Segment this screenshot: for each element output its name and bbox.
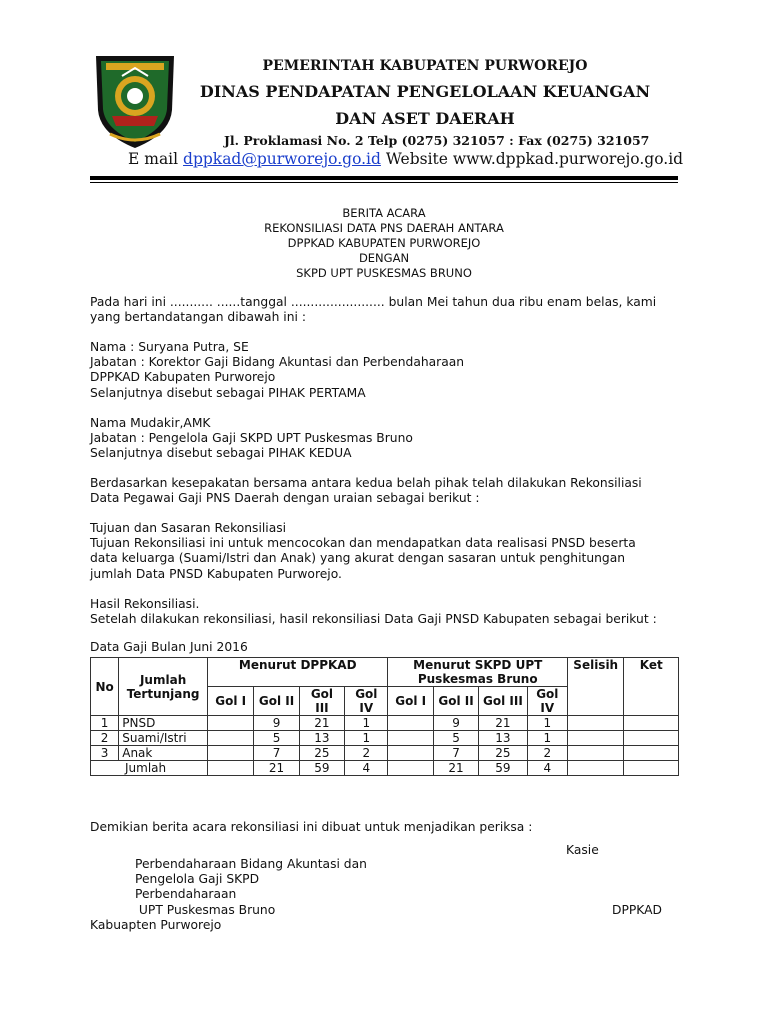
cell-skpd-gol-4: 1 (527, 716, 567, 731)
cell-dppkad-gol-4: 1 (345, 716, 388, 731)
cell-dppkad-gol-1 (207, 746, 253, 761)
header-selisih: Selisih (567, 658, 623, 716)
cell-dppkad-gol-3: 21 (299, 716, 344, 731)
cell-skpd-gol-2: 7 (433, 746, 478, 761)
doc-subtitle-4: SKPD UPT PUSKESMAS BRUNO (296, 266, 472, 280)
header-dppkad-gol-1: Gol I (207, 687, 253, 716)
letterhead-office-name: DINAS PENDAPATAN PENGELOLAAN KEUANGAN (199, 82, 651, 101)
cell-skpd-gol-4: 1 (527, 731, 567, 746)
purpose-line-1: Tujuan Rekonsiliasi ini untuk mencocokan dan mendapatkan data realisasi PNSD beserta (90, 536, 636, 551)
closing-paragraph: Demikian berita acara rekonsiliasi ini dibuat untuk menjadikan periksa : (90, 820, 533, 834)
cell-skpd-gol-2: 5 (433, 731, 478, 746)
cell-ket (624, 746, 679, 761)
opening-paragraph (90, 295, 690, 325)
header-menurut-dppkad: Menurut DPPKAD (207, 658, 388, 687)
agreement-paragraph (90, 476, 690, 506)
table-caption: Data Gaji Bulan Juni 2016 (90, 640, 248, 655)
cell-dppkad-gol-2: 5 (254, 731, 299, 746)
cell-total-label: Jumlah (91, 761, 208, 776)
header-skpd-gol-2: Gol II (433, 687, 478, 716)
cell-label: Suami/Istri (119, 731, 208, 746)
cell-total-skpd-gol-2: 21 (433, 761, 478, 776)
party-two-alias: Selanjutnya disebut sebagai PIHAK KEDUA (90, 446, 352, 461)
table-row (91, 716, 679, 731)
cell-dppkad-gol-1 (207, 716, 253, 731)
cell-skpd-gol-2: 9 (433, 716, 478, 731)
cell-label: PNSD (119, 716, 208, 731)
table-total-row (91, 761, 679, 776)
party-two-name: Nama Mudakir,AMK (90, 416, 211, 430)
table-row (91, 746, 679, 761)
party-one-position: Jabatan : Korektor Gaji Bidang Akuntasi dan Perbendaharaan (90, 355, 465, 370)
opening-line-1: Pada hari ini ........... ......tanggal ........................ bulan Mei tahun dua ribu enam belas, kami (90, 295, 657, 309)
header-ket: Ket (624, 658, 679, 716)
signature-kasie-label: Kasie (566, 843, 599, 857)
party-one-agency: DPPKAD Kabupaten Purworejo (90, 370, 276, 385)
cell-total-dppkad-gol-4: 4 (345, 761, 388, 776)
cell-selisih (567, 731, 623, 746)
signature-left-line-2: Pengelola Gaji SKPD (135, 872, 260, 886)
header-dppkad-gol-3: Gol III (299, 687, 344, 716)
cell-ket (624, 731, 679, 746)
cell-skpd-gol-1 (388, 716, 433, 731)
signature-left-line-4: UPT Puskesmas Bruno (135, 903, 276, 917)
table-header-row (91, 658, 679, 687)
cell-selisih (567, 746, 623, 761)
cell-label: Anak (119, 746, 208, 761)
cell-no: 2 (91, 731, 119, 746)
cell-skpd-gol-3: 25 (479, 746, 527, 761)
doc-subtitle-1: REKONSILIASI DATA PNS DAERAH ANTARA (264, 221, 504, 235)
party-one-name: Nama : Suryana Putra, SE (90, 340, 249, 354)
header-skpd-gol-4: Gol IV (527, 687, 567, 716)
cell-no: 3 (91, 746, 119, 761)
party-one-block (90, 340, 690, 401)
email-label: E mail (128, 150, 184, 168)
purpose-heading: Tujuan dan Sasaran Rekonsiliasi (90, 521, 287, 535)
cell-dppkad-gol-1 (207, 731, 253, 746)
cell-dppkad-gol-3: 13 (299, 731, 344, 746)
result-line-1: Setelah dilakukan rekonsiliasi, hasil rekonsiliasi Data Gaji PNSD Kabupaten sebagai berikut : (90, 612, 657, 627)
cell-total-skpd-gol-3: 59 (479, 761, 527, 776)
letterhead-contact (128, 150, 683, 168)
result-heading: Hasil Rekonsiliasi. (90, 597, 200, 611)
cell-total-dppkad-gol-3: 59 (299, 761, 344, 776)
cell-dppkad-gol-3: 25 (299, 746, 344, 761)
letterhead-government-name: PEMERINTAH KABUPATEN PURWOREJO (262, 58, 588, 74)
header-menurut-skpd: Menurut SKPD UPT Puskesmas Bruno (388, 658, 567, 687)
cell-ket (624, 716, 679, 731)
cell-dppkad-gol-2: 9 (254, 716, 299, 731)
cell-dppkad-gol-2: 7 (254, 746, 299, 761)
cell-no: 1 (91, 716, 119, 731)
party-two-position: Jabatan : Pengelola Gaji SKPD UPT Puskesmas Bruno (90, 431, 413, 446)
signature-left-line-3: Perbendaharaan (135, 887, 237, 901)
doc-subtitle-3: DENGAN (358, 251, 410, 265)
purpose-line-3: jumlah Data PNSD Kabupaten Purworejo. (90, 566, 342, 581)
cell-total-ket (624, 761, 679, 776)
website-text: Website www.dppkad.purworejo.go.id (380, 150, 684, 168)
doc-title: BERITA ACARA (342, 206, 426, 220)
result-section (90, 597, 690, 656)
signature-right-agency: DPPKAD (612, 903, 663, 917)
regency-coat-of-arms-icon (92, 50, 178, 150)
header-no: No (91, 658, 119, 716)
cell-total-skpd-gol-4: 4 (527, 761, 567, 776)
cell-selisih (567, 716, 623, 731)
header-jumlah-tertunjang: Jumlah Tertunjang (119, 658, 208, 716)
cell-skpd-gol-4: 2 (527, 746, 567, 761)
header-dppkad-gol-4: Gol IV (345, 687, 388, 716)
cell-skpd-gol-3: 13 (479, 731, 527, 746)
purpose-section (90, 521, 690, 582)
cell-skpd-gol-1 (388, 746, 433, 761)
cell-total-dppkad-gol-1 (207, 761, 253, 776)
cell-total-skpd-gol-1 (388, 761, 433, 776)
doc-subtitle-2: DPPKAD KABUPATEN PURWOREJO (287, 236, 481, 250)
reconciliation-table (90, 657, 679, 776)
cell-dppkad-gol-4: 1 (345, 731, 388, 746)
cell-dppkad-gol-4: 2 (345, 746, 388, 761)
party-one-alias: Selanjutnya disebut sebagai PIHAK PERTAMA (90, 385, 366, 400)
purpose-line-2: data keluarga (Suami/Istri dan Anak) yang akurat dengan sasaran untuk penghitungan (90, 551, 626, 566)
cell-total-selisih (567, 761, 623, 776)
header-dppkad-gol-2: Gol II (254, 687, 299, 716)
header-skpd-gol-3: Gol III (479, 687, 527, 716)
letterhead-divider-thin (90, 182, 678, 183)
signature-bottom-region: Kabuapten Purworejo (90, 918, 222, 932)
email-link[interactable]: dppkad@purworejo.go.id (183, 150, 381, 168)
letterhead-address: Jl. Proklamasi No. 2 Telp (0275) 321057 : Fax (0275) 321057 (224, 133, 650, 148)
table-row (91, 731, 679, 746)
cell-total-dppkad-gol-2: 21 (254, 761, 299, 776)
agreement-line-2: Data Pegawai Gaji PNS Daerah dengan uraian sebagai berikut : (90, 491, 480, 506)
opening-line-2: yang bertandatangan dibawah ini : (90, 310, 306, 325)
header-skpd-gol-1: Gol I (388, 687, 433, 716)
signature-left-line-1: Perbendaharaan Bidang Akuntasi dan (135, 857, 367, 871)
letterhead-divider (90, 176, 678, 180)
agreement-line-1: Berdasarkan kesepakatan bersama antara kedua belah pihak telah dilakukan Rekonsiliasi (90, 476, 642, 490)
cell-skpd-gol-3: 21 (479, 716, 527, 731)
party-two-block (90, 416, 690, 462)
letterhead-office-name-cont: DAN ASET DAERAH (335, 109, 515, 128)
cell-skpd-gol-1 (388, 731, 433, 746)
